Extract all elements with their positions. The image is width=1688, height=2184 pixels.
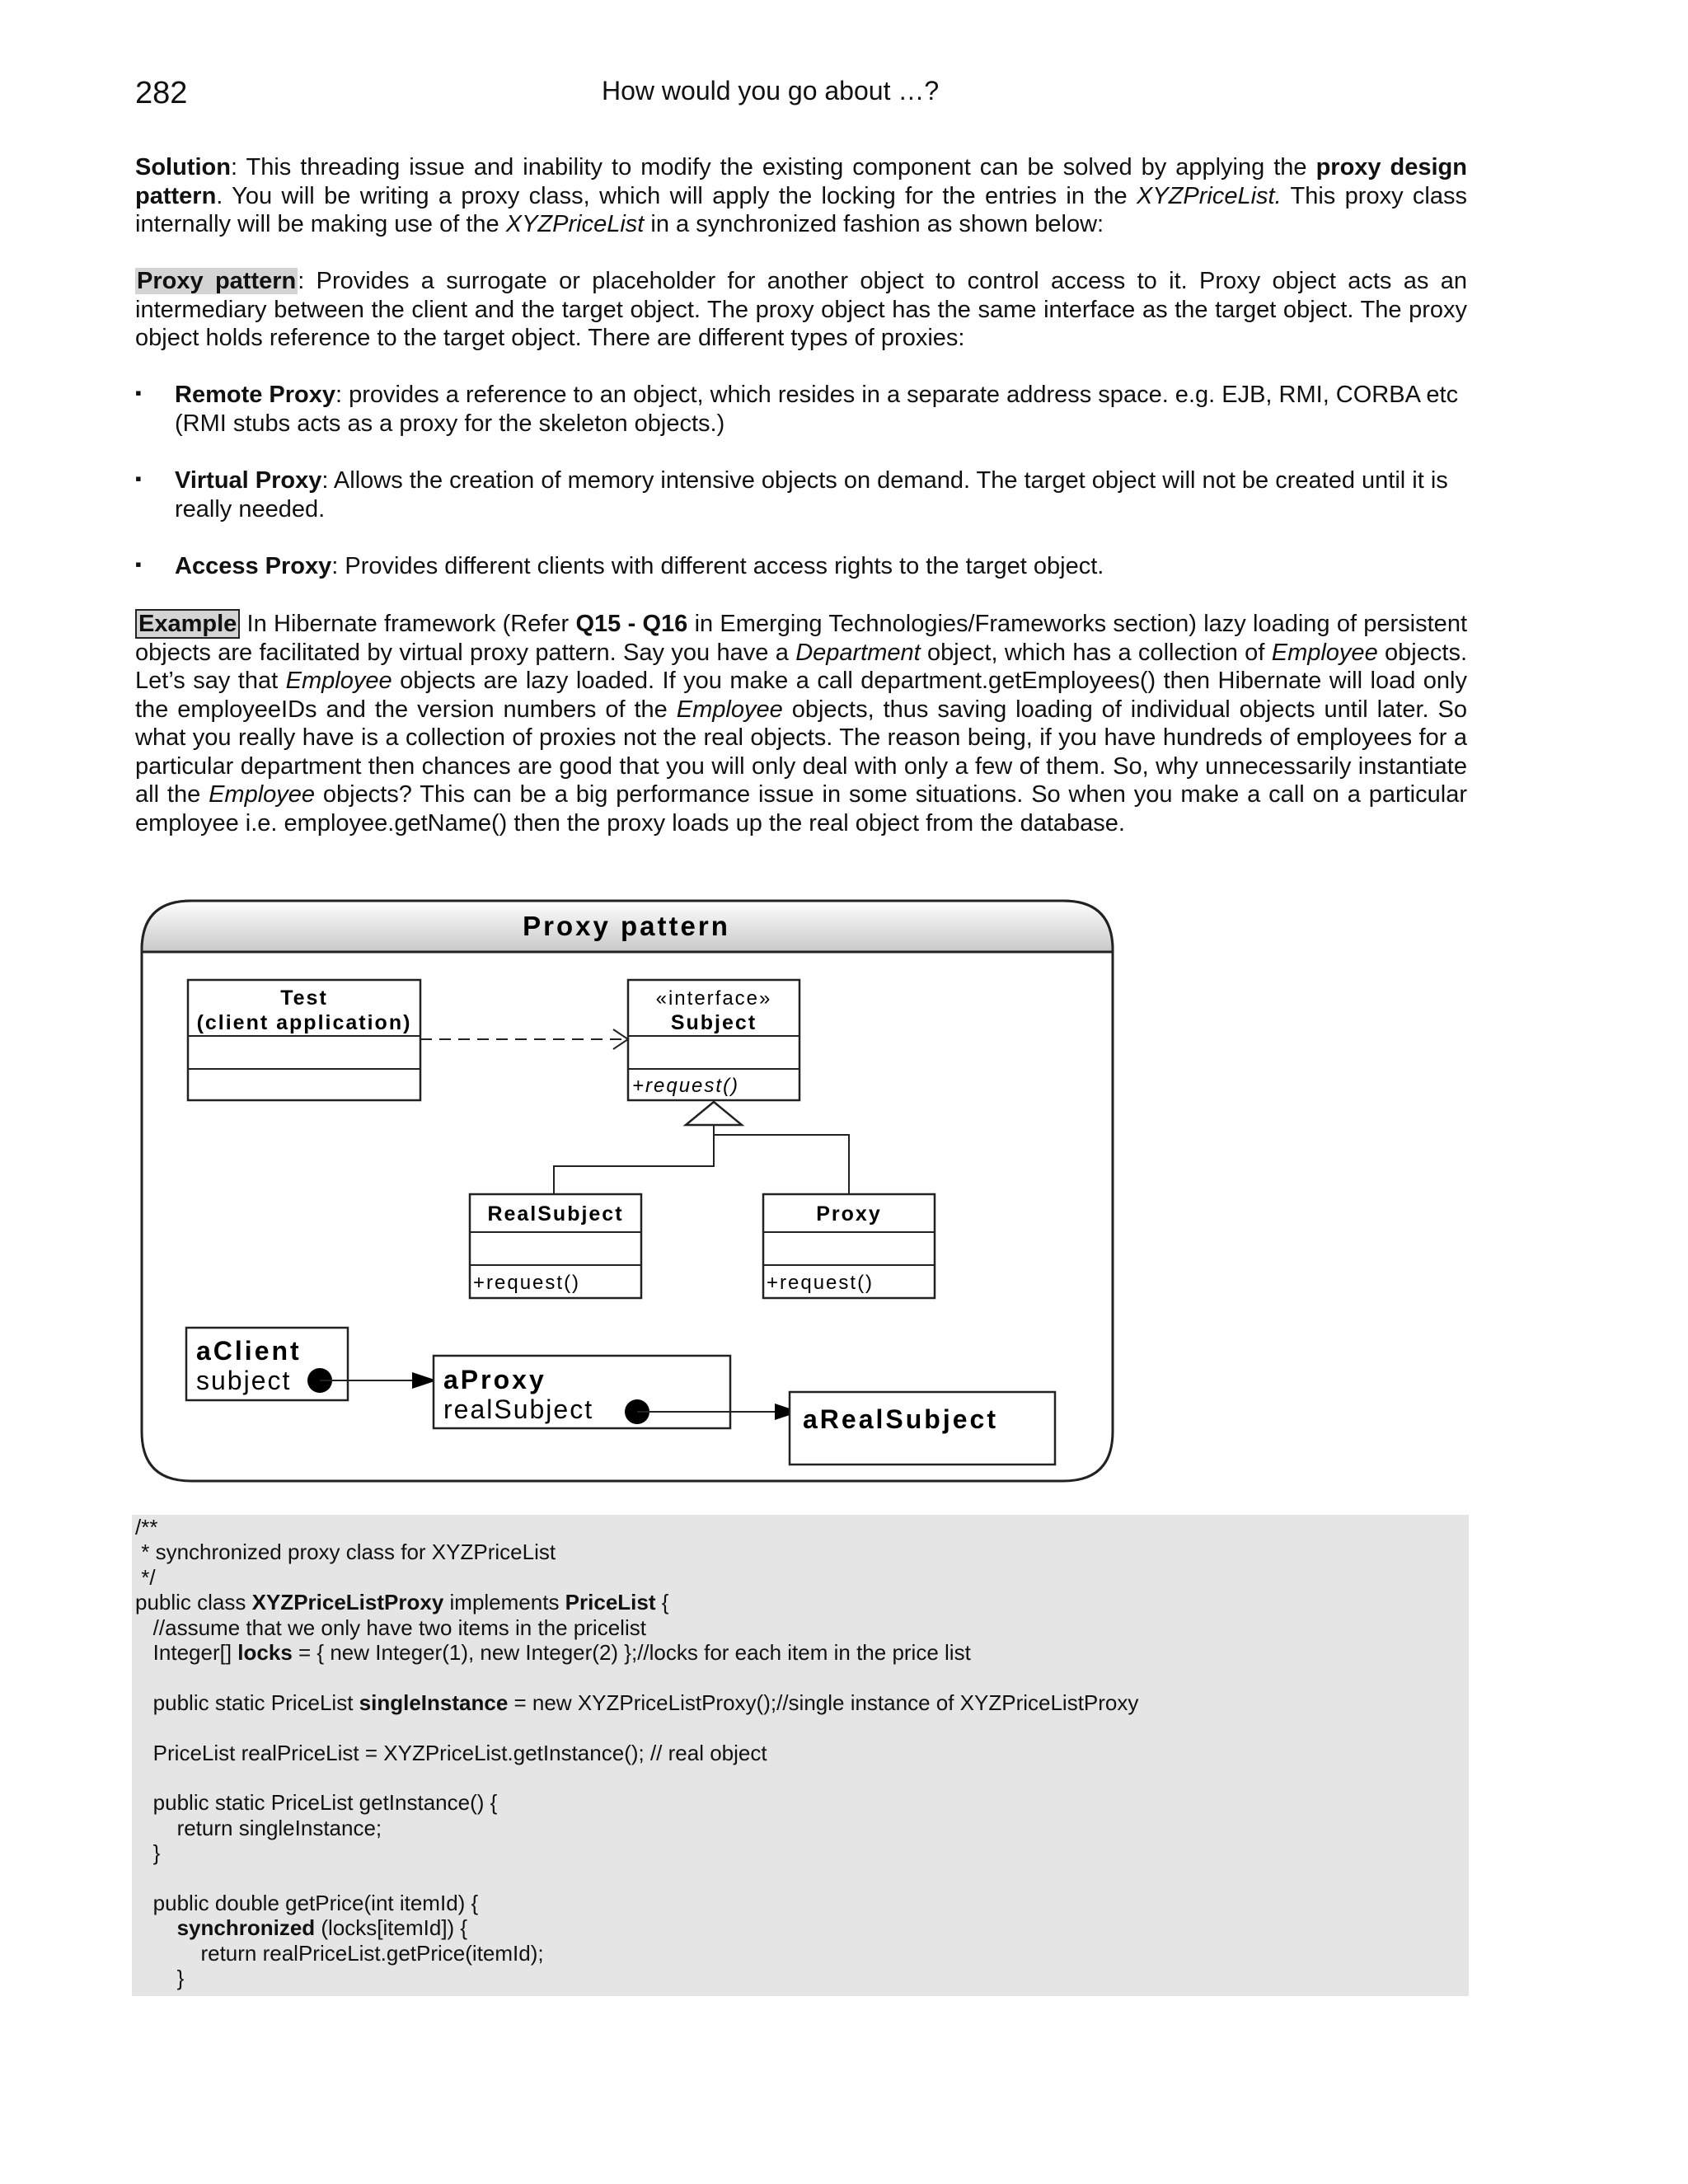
code-line — [135, 1640, 1469, 1665]
subject-stereotype: «interface» — [655, 987, 772, 1010]
solution-paragraph — [135, 153, 1467, 239]
running-title: How would you go about …? — [602, 76, 940, 105]
bullet-text: : Allows the creation of memory intensive objects on demand. The target object will not be created until it is really needed. — [175, 467, 1448, 523]
code-line — [135, 1915, 1469, 1940]
code-text — [135, 1915, 177, 1940]
bullet-square-icon: ▪ — [135, 554, 142, 574]
arealsubject-object-box — [790, 1392, 1055, 1465]
code-text: implements — [443, 1590, 565, 1615]
example-text: object, which has a collection of — [920, 639, 1272, 666]
solution-text: This proxy class internally will be making use of the — [135, 182, 1467, 237]
subject-interface-box — [628, 980, 799, 1100]
code-text: Integer[] — [135, 1639, 238, 1665]
code-line: return realPriceList.getPrice(itemId); — [135, 1940, 544, 1966]
code-line: /** — [135, 1515, 158, 1540]
code-text: = { new Integer(1), new Integer(2) };//locks for each item in the price list — [292, 1639, 971, 1665]
code-bold: PriceList — [565, 1590, 656, 1615]
proxy-class-box — [763, 1194, 935, 1298]
code-text: (locks[itemId]) { — [315, 1915, 468, 1941]
code-text: public class — [135, 1590, 252, 1615]
code-blank-line — [135, 1665, 1469, 1690]
example-italic: Employee — [676, 696, 783, 723]
example-italic: Employee — [1271, 639, 1378, 666]
example-paragraph — [135, 610, 1467, 837]
page-number: 282 — [135, 76, 188, 110]
solution-text: in a synchronized fashion as shown below: — [644, 211, 1104, 237]
proxy-definition-paragraph — [135, 267, 1467, 353]
code-line — [135, 1590, 1469, 1615]
proxy-definition-text: : Provides a surrogate or placeholder for another object to control access to it. Proxy object acts as an intermediary between the client and the target object. The proxy object has the same interface as the target object. The proxy object holds reference to the target object. There are different types of proxies: — [135, 268, 1467, 351]
test-class-box — [188, 980, 420, 1100]
code-blank-line — [135, 1865, 1469, 1890]
code-blank-line — [135, 1715, 1469, 1740]
code-text: { — [655, 1590, 669, 1615]
solution-italic: XYZPriceList. — [1137, 182, 1282, 209]
example-text: objects? This can be a big performance issue in some situations. So when you make a call on a particular employee i.e. employee.getName() then the proxy loads up the real object from the database. — [135, 781, 1467, 837]
code-bold: singleInstance — [359, 1690, 509, 1715]
bullet-remote-proxy — [135, 381, 1467, 438]
code-line: public static PriceList getInstance() { — [135, 1790, 498, 1816]
bullet-term: Virtual Proxy — [175, 467, 322, 494]
solution-label: Solution — [135, 154, 231, 180]
bullet-term: Access Proxy — [175, 553, 332, 579]
proxy-name: Proxy — [816, 1202, 882, 1226]
proxy-method: +request() — [767, 1272, 874, 1294]
code-line: * synchronized proxy class for XYZPriceList — [135, 1540, 556, 1565]
code-line — [135, 1690, 1469, 1715]
bullet-square-icon: ▪ — [135, 382, 142, 403]
example-italic: Employee — [209, 781, 316, 808]
aproxy-name: aProxy — [443, 1365, 546, 1394]
bullet-access-proxy — [135, 552, 1467, 581]
code-text: public static PriceList — [135, 1690, 359, 1715]
bullet-square-icon: ▪ — [135, 468, 142, 489]
example-label: Example — [135, 609, 240, 639]
example-text: objects are lazy loaded. If you make a call department.getEmployees() then Hibernate will load only the employeeIDs and the version numbers of the — [135, 668, 1467, 723]
realsubject-class-box — [470, 1194, 641, 1298]
aclient-field: subject — [196, 1366, 292, 1395]
bullet-text: : provides a reference to an object, which resides in a separate address space. e.g. EJB, RMI, CORBA etc (RMI stubs acts as a proxy for the skeleton objects.) — [175, 382, 1459, 437]
code-line: */ — [135, 1564, 156, 1590]
example-text: In Hibernate framework (Refer — [240, 611, 576, 637]
subject-method: +request() — [632, 1075, 740, 1097]
code-blank-line — [135, 1765, 1469, 1790]
aclient-name: aClient — [196, 1336, 302, 1366]
solution-text: . You will be writing a proxy class, which will apply the locking for the entries in the — [216, 182, 1137, 209]
code-block — [132, 1515, 1469, 1996]
proxy-pattern-label: Proxy pattern — [137, 268, 297, 294]
code-line: //assume that we only have two items in the pricelist — [135, 1615, 646, 1640]
test-class-name: Test — [280, 987, 328, 1010]
example-text: objects, thus saving loading of individual objects until later. So what you really have is a collection of proxies not the real objects. The reason being, if you have hundreds of employees for a particular department then chances are good that you will only deal with only a few of them. So, why unnecessarily instantiate all the — [135, 696, 1467, 808]
code-bold: XYZPriceListProxy — [251, 1590, 444, 1615]
code-bold: locks — [237, 1639, 293, 1665]
code-line: public double getPrice(int itemId) { — [135, 1890, 479, 1915]
bullet-virtual-proxy — [135, 466, 1467, 523]
example-bold: Q15 - Q16 — [575, 611, 688, 637]
subject-name: Subject — [670, 1011, 757, 1034]
code-text: = new XYZPriceListProxy();//single instance of XYZPriceListProxy — [508, 1690, 1139, 1715]
code-bold: synchronized — [176, 1915, 316, 1941]
bullet-term: Remote Proxy — [175, 382, 336, 408]
proxy-pattern-diagram — [132, 894, 1129, 1496]
code-line: } — [135, 1840, 161, 1866]
example-text: objects. Let’s say that — [135, 639, 1467, 694]
code-line: } — [135, 1966, 185, 1991]
solution-text: : This threading issue and inability to modify the existing component can be solved by applying the — [230, 154, 1316, 180]
realsubject-name: RealSubject — [487, 1202, 624, 1226]
test-class-subtitle: (client application) — [196, 1011, 412, 1034]
aproxy-field: realSubject — [443, 1394, 594, 1424]
example-italic: Department — [795, 639, 921, 666]
code-line: PriceList realPriceList = XYZPriceList.getInstance(); // real object — [135, 1740, 767, 1765]
example-text: in Emerging Technologies/Frameworks section) lazy loading of persistent objects are facilitated by virtual proxy pattern. Say you have a — [135, 611, 1468, 666]
aproxy-object-box — [434, 1356, 730, 1428]
example-italic: Employee — [285, 668, 392, 694]
solution-bold: proxy design pattern — [135, 154, 1467, 209]
bullet-text: : Provides different clients with different access rights to the target object. — [331, 553, 1104, 579]
solution-italic: XYZPriceList — [505, 211, 645, 237]
code-line: return singleInstance; — [135, 1815, 382, 1840]
realsubject-method: +request() — [473, 1272, 581, 1294]
arealsubject-name: aRealSubject — [803, 1404, 998, 1434]
diagram-title: Proxy pattern — [523, 911, 730, 941]
